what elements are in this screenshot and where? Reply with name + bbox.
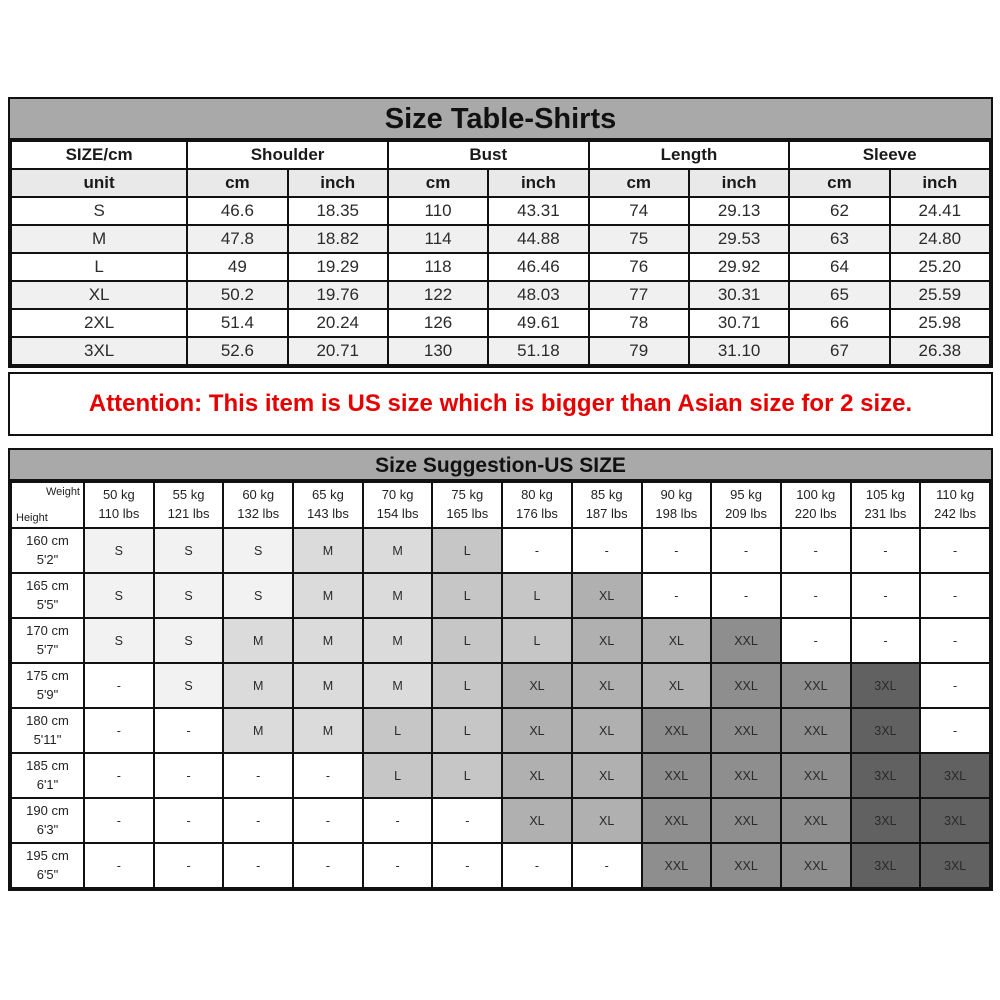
suggestion-cell: XXL bbox=[711, 663, 781, 708]
weight-lbs-label: 231 lbs bbox=[864, 506, 907, 521]
suggestion-cell: XL bbox=[502, 798, 572, 843]
weight-kg-label: 60 kg bbox=[242, 487, 275, 503]
suggestion-cell: - bbox=[711, 573, 781, 618]
suggestion-cell: L bbox=[502, 573, 572, 618]
weight-header bbox=[223, 482, 293, 528]
suggestion-cell: - bbox=[781, 618, 851, 663]
size-value: 130 bbox=[388, 337, 488, 365]
weight-kg-label: 95 kg bbox=[730, 487, 762, 503]
suggestion-cell: - bbox=[572, 528, 642, 573]
suggestion-cell: S bbox=[84, 618, 154, 663]
suggestion-cell: 3XL bbox=[851, 798, 921, 843]
height-ft-label: 5'2" bbox=[36, 551, 59, 567]
suggestion-cell: M bbox=[363, 573, 433, 618]
weight-header bbox=[363, 482, 433, 528]
weight-header bbox=[572, 482, 642, 528]
height-ft-label: 6'3" bbox=[36, 821, 59, 837]
size-value: 25.20 bbox=[890, 253, 990, 281]
size-value: 20.71 bbox=[288, 337, 388, 365]
suggestion-cell: XL bbox=[572, 573, 642, 618]
suggestion-cell: - bbox=[363, 843, 433, 888]
suggestion-cell: L bbox=[432, 528, 502, 573]
suggestion-cell: 3XL bbox=[920, 843, 990, 888]
size-value: 31.10 bbox=[689, 337, 789, 365]
size-table-header-row bbox=[11, 141, 990, 169]
suggestion-cell: - bbox=[642, 528, 712, 573]
size-value: 78 bbox=[589, 309, 689, 337]
height-cm-label: 190 cm bbox=[26, 802, 69, 818]
suggestion-cell: - bbox=[84, 753, 154, 798]
suggestion-cell: XL bbox=[572, 798, 642, 843]
weight-lbs-label: 220 lbs bbox=[794, 506, 837, 521]
size-value: 47.8 bbox=[187, 225, 287, 253]
suggestion-table-head bbox=[11, 482, 990, 528]
suggestion-cell: XXL bbox=[642, 843, 712, 888]
size-label: 3XL bbox=[11, 337, 187, 365]
suggestion-cell: XXL bbox=[642, 798, 712, 843]
suggestion-cell: S bbox=[84, 573, 154, 618]
unit-header: cm bbox=[789, 169, 889, 197]
size-value: 29.92 bbox=[689, 253, 789, 281]
suggestion-cell: - bbox=[502, 843, 572, 888]
weight-header bbox=[711, 482, 781, 528]
size-table-title: Size Table-Shirts bbox=[10, 99, 991, 140]
suggestion-cell: - bbox=[851, 528, 921, 573]
size-suggestion-section bbox=[8, 448, 993, 891]
weight-header bbox=[432, 482, 502, 528]
suggestion-row bbox=[11, 798, 990, 843]
attention-text: Attention: This item is US size which is bigger than Asian size for 2 size. bbox=[88, 390, 913, 417]
size-value: 25.98 bbox=[890, 309, 990, 337]
size-value: 24.41 bbox=[890, 197, 990, 225]
suggestion-table-body bbox=[11, 528, 990, 888]
suggestion-cell: 3XL bbox=[920, 753, 990, 798]
height-ft-label: 6'1" bbox=[36, 776, 59, 792]
weight-lbs-label: 209 lbs bbox=[725, 506, 767, 521]
suggestion-header-row bbox=[11, 482, 990, 528]
size-value: 20.24 bbox=[288, 309, 388, 337]
measurement-header: Shoulder bbox=[187, 141, 388, 169]
weight-kg-label: 100 kg bbox=[796, 487, 836, 503]
size-value: 29.13 bbox=[689, 197, 789, 225]
suggestion-cell: 3XL bbox=[851, 753, 921, 798]
suggestion-cell: - bbox=[154, 798, 224, 843]
suggestion-cell: - bbox=[363, 798, 433, 843]
suggestion-cell: S bbox=[154, 663, 224, 708]
size-value: 110 bbox=[388, 197, 488, 225]
size-chart-page bbox=[8, 97, 993, 891]
suggestion-row bbox=[11, 843, 990, 888]
size-value: 52.6 bbox=[187, 337, 287, 365]
suggestion-cell: - bbox=[84, 663, 154, 708]
suggestion-cell: XXL bbox=[711, 708, 781, 753]
height-header bbox=[11, 843, 84, 888]
suggestion-cell: L bbox=[432, 618, 502, 663]
suggestion-cell: - bbox=[223, 843, 293, 888]
suggestion-cell: - bbox=[851, 573, 921, 618]
size-table-row bbox=[11, 197, 990, 225]
size-table-corner-label: SIZE/cm bbox=[11, 141, 187, 169]
corner-height-label: Height bbox=[16, 512, 48, 524]
suggestion-row bbox=[11, 753, 990, 798]
size-table-head bbox=[11, 141, 990, 197]
suggestion-cell: M bbox=[293, 528, 363, 573]
suggestion-cell: XXL bbox=[711, 843, 781, 888]
suggestion-cell: L bbox=[502, 618, 572, 663]
size-label: XL bbox=[11, 281, 187, 309]
suggestion-cell: - bbox=[293, 843, 363, 888]
suggestion-cell: XXL bbox=[711, 753, 781, 798]
height-cm-label: 195 cm bbox=[26, 847, 69, 863]
suggestion-cell: S bbox=[154, 618, 224, 663]
suggestion-cell: XXL bbox=[642, 753, 712, 798]
size-value: 46.6 bbox=[187, 197, 287, 225]
unit-header: inch bbox=[890, 169, 990, 197]
suggestion-cell: 3XL bbox=[851, 708, 921, 753]
suggestion-cell: M bbox=[223, 708, 293, 753]
suggestion-cell: XXL bbox=[781, 843, 851, 888]
suggestion-row bbox=[11, 528, 990, 573]
size-value: 18.82 bbox=[288, 225, 388, 253]
weight-header bbox=[920, 482, 990, 528]
weight-kg-label: 75 kg bbox=[451, 487, 484, 503]
size-value: 122 bbox=[388, 281, 488, 309]
suggestion-cell: - bbox=[711, 528, 781, 573]
suggestion-cell: L bbox=[363, 708, 433, 753]
weight-kg-label: 90 kg bbox=[660, 487, 693, 503]
suggestion-row bbox=[11, 663, 990, 708]
size-value: 77 bbox=[589, 281, 689, 309]
suggestion-cell: XL bbox=[572, 753, 642, 798]
size-table-row bbox=[11, 337, 990, 365]
suggestion-cell: XXL bbox=[711, 618, 781, 663]
size-value: 43.31 bbox=[488, 197, 588, 225]
height-header bbox=[11, 528, 84, 573]
suggestion-cell: - bbox=[223, 798, 293, 843]
size-suggestion-title: Size Suggestion-US SIZE bbox=[10, 450, 991, 481]
size-label: M bbox=[11, 225, 187, 253]
suggestion-cell: - bbox=[154, 753, 224, 798]
suggestion-cell: XL bbox=[642, 618, 712, 663]
corner-weight-label: Weight bbox=[45, 486, 80, 498]
size-value: 30.71 bbox=[689, 309, 789, 337]
suggestion-cell: M bbox=[363, 663, 433, 708]
measurement-header: Sleeve bbox=[789, 141, 990, 169]
weight-lbs-label: 187 lbs bbox=[585, 506, 628, 521]
height-ft-label: 5'9" bbox=[36, 686, 59, 702]
weight-lbs-label: 165 lbs bbox=[446, 506, 489, 521]
suggestion-cell: - bbox=[154, 708, 224, 753]
suggestion-cell: - bbox=[502, 528, 572, 573]
suggestion-cell: M bbox=[223, 618, 293, 663]
suggestion-cell: - bbox=[781, 573, 851, 618]
size-value: 67 bbox=[789, 337, 889, 365]
suggestion-row bbox=[11, 573, 990, 618]
suggestion-cell: L bbox=[432, 573, 502, 618]
suggestion-cell: - bbox=[293, 798, 363, 843]
weight-lbs-label: 121 lbs bbox=[167, 506, 210, 521]
unit-label: unit bbox=[11, 169, 187, 197]
suggestion-cell: - bbox=[572, 843, 642, 888]
height-cm-label: 160 cm bbox=[26, 532, 69, 548]
suggestion-cell: S bbox=[84, 528, 154, 573]
height-ft-label: 5'11" bbox=[33, 731, 62, 747]
height-header bbox=[11, 618, 84, 663]
size-value: 74 bbox=[589, 197, 689, 225]
suggestion-cell: XXL bbox=[781, 708, 851, 753]
height-cm-label: 170 cm bbox=[26, 622, 69, 638]
height-cm-label: 175 cm bbox=[26, 667, 69, 683]
suggestion-cell: S bbox=[223, 528, 293, 573]
weight-kg-label: 55 kg bbox=[172, 487, 205, 503]
height-header bbox=[11, 573, 84, 618]
weight-lbs-label: 198 lbs bbox=[655, 506, 698, 521]
attention-box bbox=[8, 372, 993, 436]
suggestion-cell: XXL bbox=[781, 663, 851, 708]
suggestion-cell: M bbox=[223, 663, 293, 708]
suggestion-cell: M bbox=[293, 573, 363, 618]
height-header bbox=[11, 798, 84, 843]
suggestion-cell: L bbox=[363, 753, 433, 798]
suggestion-cell: L bbox=[432, 708, 502, 753]
size-label: L bbox=[11, 253, 187, 281]
suggestion-cell: M bbox=[293, 618, 363, 663]
suggestion-cell: S bbox=[154, 573, 224, 618]
suggestion-cell: - bbox=[293, 753, 363, 798]
suggestion-cell: XXL bbox=[642, 708, 712, 753]
height-ft-label: 5'5" bbox=[36, 596, 59, 612]
suggestion-cell: XL bbox=[572, 618, 642, 663]
weight-kg-label: 50 kg bbox=[102, 487, 135, 503]
weight-kg-label: 70 kg bbox=[381, 487, 414, 503]
suggestion-cell: - bbox=[84, 798, 154, 843]
size-value: 44.88 bbox=[488, 225, 588, 253]
unit-header: inch bbox=[288, 169, 388, 197]
weight-header bbox=[154, 482, 224, 528]
size-value: 50.2 bbox=[187, 281, 287, 309]
suggestion-cell: - bbox=[84, 843, 154, 888]
size-value: 18.35 bbox=[288, 197, 388, 225]
unit-header: inch bbox=[488, 169, 588, 197]
weight-lbs-label: 242 lbs bbox=[934, 506, 977, 521]
suggestion-cell: S bbox=[223, 573, 293, 618]
size-value: 49.61 bbox=[488, 309, 588, 337]
size-value: 64 bbox=[789, 253, 889, 281]
unit-header: cm bbox=[388, 169, 488, 197]
height-cm-label: 165 cm bbox=[26, 577, 69, 593]
weight-lbs-label: 176 lbs bbox=[516, 506, 558, 521]
unit-header: cm bbox=[187, 169, 287, 197]
size-value: 51.4 bbox=[187, 309, 287, 337]
size-value: 46.46 bbox=[488, 253, 588, 281]
size-value: 30.31 bbox=[689, 281, 789, 309]
size-table-row bbox=[11, 309, 990, 337]
suggestion-cell: XL bbox=[502, 753, 572, 798]
suggestion-cell: XXL bbox=[781, 798, 851, 843]
suggestion-cell: - bbox=[223, 753, 293, 798]
size-value: 66 bbox=[789, 309, 889, 337]
height-header bbox=[11, 753, 84, 798]
weight-header bbox=[502, 482, 572, 528]
suggestion-cell: - bbox=[84, 708, 154, 753]
suggestion-cell: XXL bbox=[781, 753, 851, 798]
size-table-row bbox=[11, 253, 990, 281]
size-value: 48.03 bbox=[488, 281, 588, 309]
weight-kg-label: 105 kg bbox=[865, 487, 905, 503]
suggestion-row bbox=[11, 708, 990, 753]
suggestion-cell: 3XL bbox=[851, 663, 921, 708]
weight-kg-label: 80 kg bbox=[521, 487, 553, 503]
suggestion-cell: XL bbox=[572, 708, 642, 753]
size-value: 49 bbox=[187, 253, 287, 281]
suggestion-cell: M bbox=[363, 528, 433, 573]
size-table-row bbox=[11, 281, 990, 309]
unit-header: cm bbox=[589, 169, 689, 197]
measurement-header: Bust bbox=[388, 141, 589, 169]
size-value: 62 bbox=[789, 197, 889, 225]
height-cm-label: 180 cm bbox=[26, 712, 69, 728]
size-value: 79 bbox=[589, 337, 689, 365]
suggestion-cell: - bbox=[851, 618, 921, 663]
weight-kg-label: 65 kg bbox=[312, 487, 344, 503]
size-suggestion-table bbox=[10, 481, 991, 889]
size-table-body bbox=[11, 197, 990, 365]
weight-height-corner-cell bbox=[11, 482, 84, 528]
height-header bbox=[11, 708, 84, 753]
suggestion-cell: - bbox=[920, 528, 990, 573]
weight-header bbox=[84, 482, 154, 528]
size-table bbox=[10, 140, 991, 366]
size-value: 114 bbox=[388, 225, 488, 253]
size-table-row bbox=[11, 225, 990, 253]
suggestion-cell: - bbox=[920, 618, 990, 663]
suggestion-cell: 3XL bbox=[920, 798, 990, 843]
suggestion-cell: XXL bbox=[711, 798, 781, 843]
size-value: 51.18 bbox=[488, 337, 588, 365]
height-header bbox=[11, 663, 84, 708]
size-value: 24.80 bbox=[890, 225, 990, 253]
suggestion-cell: - bbox=[920, 708, 990, 753]
measurement-header: Length bbox=[589, 141, 790, 169]
weight-lbs-label: 110 lbs bbox=[98, 506, 140, 521]
size-table-section bbox=[8, 97, 993, 368]
height-cm-label: 185 cm bbox=[26, 757, 69, 773]
size-value: 25.59 bbox=[890, 281, 990, 309]
weight-kg-label: 85 kg bbox=[590, 487, 623, 503]
size-value: 19.29 bbox=[288, 253, 388, 281]
suggestion-row bbox=[11, 618, 990, 663]
suggestion-cell: 3XL bbox=[851, 843, 921, 888]
size-value: 63 bbox=[789, 225, 889, 253]
size-value: 29.53 bbox=[689, 225, 789, 253]
suggestion-cell: - bbox=[920, 663, 990, 708]
suggestion-cell: M bbox=[293, 663, 363, 708]
weight-header bbox=[781, 482, 851, 528]
weight-kg-label: 110 kg bbox=[936, 487, 975, 503]
suggestion-cell: - bbox=[642, 573, 712, 618]
suggestion-cell: - bbox=[920, 573, 990, 618]
suggestion-cell: XL bbox=[572, 663, 642, 708]
size-table-unit-row bbox=[11, 169, 990, 197]
height-ft-label: 5'7" bbox=[36, 641, 59, 657]
suggestion-cell: - bbox=[781, 528, 851, 573]
weight-lbs-label: 154 lbs bbox=[376, 506, 419, 521]
suggestion-cell: M bbox=[363, 618, 433, 663]
weight-lbs-label: 143 lbs bbox=[306, 506, 349, 521]
size-value: 76 bbox=[589, 253, 689, 281]
size-value: 126 bbox=[388, 309, 488, 337]
suggestion-cell: - bbox=[432, 843, 502, 888]
suggestion-cell: L bbox=[432, 663, 502, 708]
suggestion-cell: L bbox=[432, 753, 502, 798]
suggestion-cell: XL bbox=[502, 708, 572, 753]
size-value: 19.76 bbox=[288, 281, 388, 309]
weight-header bbox=[642, 482, 712, 528]
weight-lbs-label: 132 lbs bbox=[237, 506, 280, 521]
size-value: 75 bbox=[589, 225, 689, 253]
size-value: 26.38 bbox=[890, 337, 990, 365]
unit-header: inch bbox=[689, 169, 789, 197]
suggestion-cell: XL bbox=[502, 663, 572, 708]
weight-header bbox=[293, 482, 363, 528]
suggestion-cell: M bbox=[293, 708, 363, 753]
height-ft-label: 6'5" bbox=[36, 866, 59, 882]
size-value: 118 bbox=[388, 253, 488, 281]
size-value: 65 bbox=[789, 281, 889, 309]
weight-header bbox=[851, 482, 921, 528]
size-label: 2XL bbox=[11, 309, 187, 337]
suggestion-cell: S bbox=[154, 528, 224, 573]
suggestion-cell: - bbox=[432, 798, 502, 843]
suggestion-cell: XL bbox=[642, 663, 712, 708]
suggestion-cell: - bbox=[154, 843, 224, 888]
size-label: S bbox=[11, 197, 187, 225]
